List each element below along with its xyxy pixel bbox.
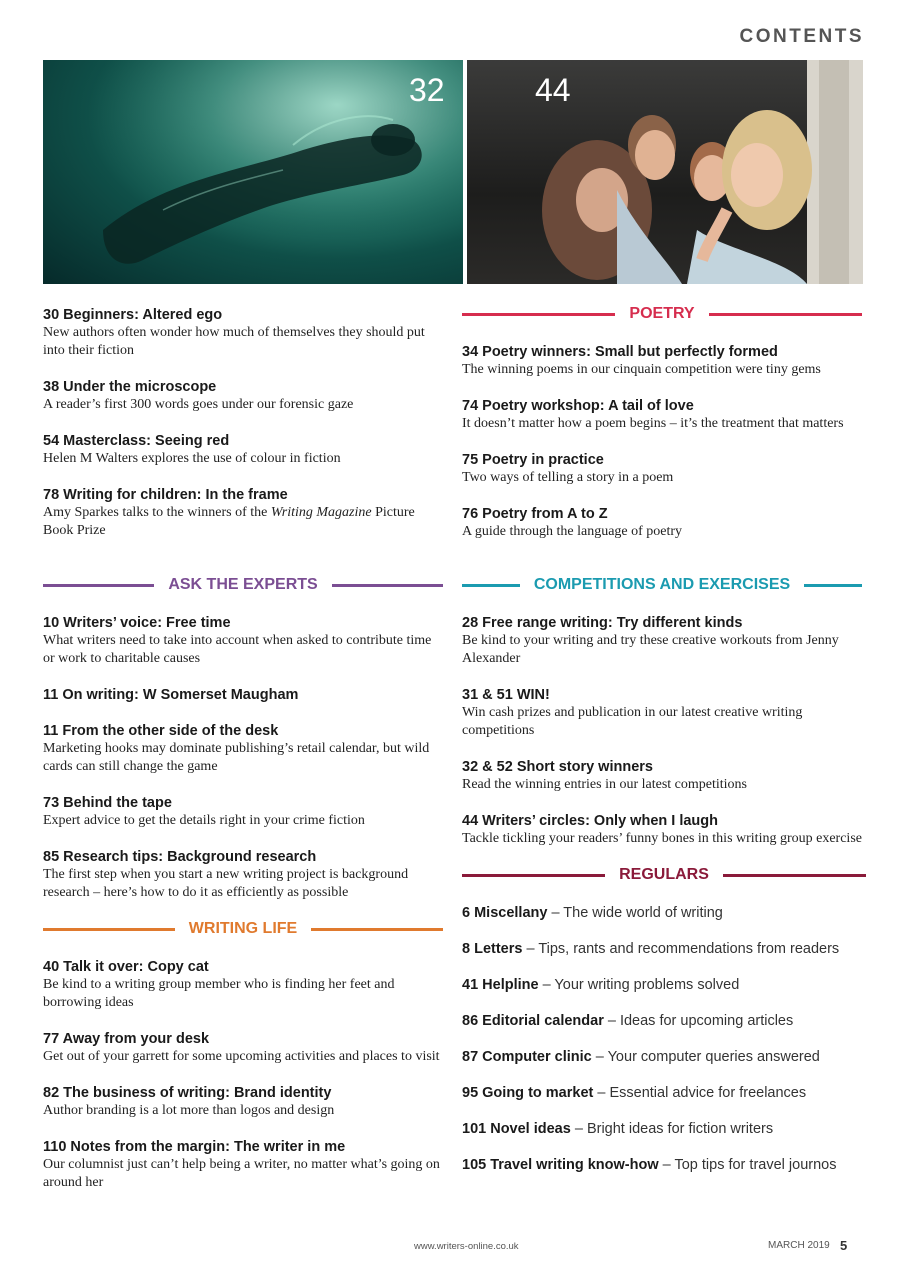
item-title: 85 Research tips: Background research	[43, 849, 317, 865]
swimmer-illustration	[43, 60, 463, 284]
item-description: Amy Sparkes talks to the winners of the Writing Magazine Picture Book Prize	[43, 505, 415, 538]
list-item[interactable]	[43, 306, 443, 360]
photo-page-number: 32	[409, 72, 445, 108]
list-item[interactable]	[462, 614, 872, 668]
item-description: Be kind to a writing group member who is finding her feet and borrowing ideas	[43, 977, 395, 1010]
item-description: – Tips, rants and recommendations from readers	[522, 941, 840, 957]
page-title: CONTENTS	[739, 26, 864, 47]
item-title: 110 Notes from the margin: The writer in me	[43, 1139, 346, 1155]
list-item[interactable]	[462, 1048, 882, 1066]
item-description: Helen M Walters explores the use of colour in fiction	[43, 451, 341, 466]
divider	[462, 313, 615, 316]
laughing-women-photo	[467, 60, 863, 284]
list-item[interactable]	[43, 1030, 443, 1066]
item-title: 8 Letters	[462, 941, 523, 957]
item-title: 44 Writers’ circles: Only when I laugh	[462, 813, 718, 829]
item-title: 95 Going to market	[462, 1085, 594, 1101]
item-title: 41 Helpline	[462, 977, 539, 993]
section-heading-regulars	[462, 864, 866, 886]
item-description: The first step when you start a new writing project is background research – here’s how to do it as efficiently as possible	[43, 867, 409, 900]
list-item[interactable]	[462, 505, 872, 541]
item-description: – Essential advice for freelances	[593, 1085, 807, 1101]
item-description: – The wide world of writing	[547, 905, 723, 921]
item-description: Expert advice to get the details right in your crime fiction	[43, 813, 365, 828]
women-illustration	[467, 60, 863, 284]
item-title: 87 Computer clinic	[462, 1049, 592, 1065]
section-title: POETRY	[629, 305, 695, 322]
item-description: – Bright ideas for fiction writers	[570, 1121, 774, 1137]
list-item[interactable]	[462, 686, 872, 740]
list-item[interactable]	[462, 397, 872, 433]
item-title: 75 Poetry in practice	[462, 452, 604, 468]
list-item[interactable]	[462, 1120, 882, 1138]
item-title: 105 Travel writing know-how	[462, 1157, 659, 1173]
item-title: 82 The business of writing: Brand identity	[43, 1085, 332, 1101]
section-heading-ask-the-experts	[43, 574, 443, 596]
list-item[interactable]	[462, 940, 882, 958]
list-item[interactable]	[462, 976, 882, 994]
competitions-list	[462, 614, 872, 866]
item-title: 11 On writing: W Somerset Maugham	[43, 687, 299, 703]
item-title: 6 Miscellany	[462, 905, 548, 921]
item-description: – Your computer queries answered	[591, 1049, 820, 1065]
section-heading-competitions	[462, 574, 862, 596]
list-item[interactable]	[462, 812, 872, 848]
divider	[311, 928, 443, 931]
list-item[interactable]	[43, 1138, 443, 1192]
item-title: 40 Talk it over: Copy cat	[43, 959, 209, 975]
poetry-list	[462, 343, 872, 559]
item-title: 31 & 51 WIN!	[462, 687, 550, 703]
list-item[interactable]	[43, 722, 443, 776]
list-item[interactable]	[43, 794, 443, 830]
list-item[interactable]	[43, 848, 443, 902]
item-title: 101 Novel ideas	[462, 1121, 571, 1137]
features-list	[43, 306, 443, 558]
section-heading-poetry	[462, 303, 862, 325]
item-description: New authors often wonder how much of themselves they should put into their fiction	[43, 325, 425, 358]
section-title: COMPETITIONS AND EXERCISES	[533, 576, 791, 593]
item-description: A guide through the language of poetry	[462, 524, 683, 539]
list-item[interactable]	[43, 958, 443, 1012]
item-title: 78 Writing for children: In the frame	[43, 487, 288, 503]
item-title: 74 Poetry workshop: A tail of love	[462, 398, 694, 414]
item-description: – Top tips for travel journos	[658, 1157, 837, 1173]
divider	[43, 928, 175, 931]
item-title: 38 Under the microscope	[43, 379, 217, 395]
list-item[interactable]	[43, 614, 443, 668]
item-title: 30 Beginners: Altered ego	[43, 307, 223, 323]
list-item[interactable]	[462, 758, 872, 794]
item-description: Two ways of telling a story in a poem	[462, 470, 674, 485]
item-description: Marketing hooks may dominate publishing’s retail calendar, but wild cards can still change the game	[43, 741, 430, 774]
divider	[462, 584, 520, 587]
divider	[462, 874, 605, 877]
item-description: The winning poems in our cinquain competition were tiny gems	[462, 362, 821, 377]
item-title: 11 From the other side of the desk	[43, 723, 279, 739]
item-description: Get out of your garrett for some upcoming activities and places to visit	[43, 1049, 440, 1064]
item-description: Tackle tickling your readers’ funny bones in this writing group exercise	[462, 831, 862, 846]
divider	[332, 584, 443, 587]
footer-issue-date: MARCH 2019	[768, 1240, 830, 1251]
item-description: – Your writing problems solved	[538, 977, 740, 993]
list-item[interactable]	[462, 1084, 882, 1102]
ask-the-experts-list	[43, 614, 443, 920]
item-title: 34 Poetry winners: Small but perfectly formed	[462, 344, 778, 360]
list-item[interactable]	[43, 686, 443, 704]
item-title: 32 & 52 Short story winners	[462, 759, 653, 775]
item-title: 76 Poetry from A to Z	[462, 506, 608, 522]
section-title: ASK THE EXPERTS	[168, 576, 318, 593]
list-item[interactable]	[43, 1084, 443, 1120]
item-description: A reader’s first 300 words goes under our forensic gaze	[43, 397, 354, 412]
section-title: WRITING LIFE	[188, 920, 298, 937]
underwater-swimmer-photo	[43, 60, 463, 284]
divider	[723, 874, 866, 877]
item-title: 10 Writers’ voice: Free time	[43, 615, 231, 631]
divider	[43, 584, 154, 587]
list-item[interactable]	[462, 1012, 882, 1030]
section-title: REGULARS	[619, 866, 709, 883]
writing-life-list	[43, 958, 443, 1210]
list-item[interactable]	[462, 1156, 882, 1174]
item-description: It doesn’t matter how a poem begins – it’s the treatment that matters	[462, 416, 844, 431]
list-item[interactable]	[462, 343, 872, 379]
footer-url[interactable]: www.writers-online.co.uk	[414, 1241, 519, 1252]
section-heading-writing-life	[43, 918, 443, 940]
item-description: Author branding is a lot more than logos and design	[43, 1103, 335, 1118]
page-number: 5	[840, 1238, 848, 1253]
divider	[709, 313, 862, 316]
list-item[interactable]	[43, 432, 443, 468]
list-item[interactable]	[43, 486, 443, 540]
item-title: 28 Free range writing: Try different kinds	[462, 615, 743, 631]
list-item[interactable]	[462, 904, 882, 922]
item-description: What writers need to take into account when asked to contribute time or work to charitable causes	[43, 633, 432, 666]
item-description: Our columnist just can’t help being a writer, no matter what’s going on around her	[43, 1157, 440, 1190]
item-title: 73 Behind the tape	[43, 795, 172, 811]
item-description: – Ideas for upcoming articles	[603, 1013, 794, 1029]
divider	[804, 584, 862, 587]
item-title: 86 Editorial calendar	[462, 1013, 604, 1029]
magazine-name: Writing Magazine	[270, 505, 372, 520]
item-description: Read the winning entries in our latest competitions	[462, 777, 747, 792]
item-title: 54 Masterclass: Seeing red	[43, 433, 230, 449]
list-item[interactable]	[462, 451, 872, 487]
item-title: 77 Away from your desk	[43, 1031, 210, 1047]
list-item[interactable]	[43, 378, 443, 414]
item-description: Win cash prizes and publication in our latest creative writing competitions	[462, 705, 803, 738]
photo-page-number: 44	[535, 72, 571, 108]
item-description: Be kind to your writing and try these creative workouts from Jenny Alexander	[462, 633, 839, 666]
